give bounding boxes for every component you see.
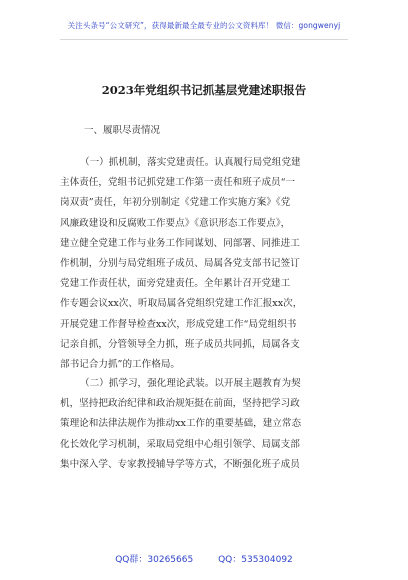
header-banner: 关注头条号“公文研究”，获得最新最全最专业的公文资料库！ 微信：gongwenyj xyxy=(67,21,341,30)
paragraph-line: 作专题会议xx次、听取局属各党组织党建工作汇报xx次， xyxy=(60,298,303,310)
paragraph-line: 开展党建工作督导检查xx次，形成党建工作“局党组织书 xyxy=(60,318,297,330)
footer-qq-group: QQ群：30265665 xyxy=(115,555,194,565)
paragraph-mechanism xyxy=(60,153,352,375)
footer-qq-number: QQ：535304092 xyxy=(218,555,293,565)
paragraph-line: （二）抓学习，强化理论武装。以开展主题教育为契 xyxy=(80,378,301,389)
footer-contact xyxy=(0,552,408,565)
paragraph-line: 化长效化学习机制，采取局党组中心组引领学、局属支部 xyxy=(60,438,300,450)
paragraph-line: 主体责任，党组书记抓党建工作第一责任和班子成员“一 xyxy=(60,177,296,189)
header-divider xyxy=(60,39,348,40)
paragraph-line: 作机制，分别与局党组班子成员、局属各党支部书记签订 xyxy=(60,257,300,269)
paragraph-line: 部书记合力抓”的工作格局。 xyxy=(60,358,181,370)
paragraph-line: 记亲自抓，分管领导全力抓，班子成员共同抓，局属各支 xyxy=(60,338,300,350)
paragraph-line: （一）抓机制，落实党建责任。认真履行局党组党建 xyxy=(80,157,301,168)
paragraph-line: 策理论和法律法规作为推动xx工作的重要基础，建立常态 xyxy=(60,418,302,430)
paragraph-line: 党建工作责任状，面旁党建责任。全年累计召开党建工 xyxy=(60,278,291,290)
paragraph-line: 集中深入学、专家教授辅导学等方式，不断强化班子成员 xyxy=(60,458,300,470)
document-title: 2023年党组织书记抓基层党建述职报告 xyxy=(101,83,307,97)
section-heading: 一、履职尽责情况 xyxy=(84,125,161,136)
paragraph-study xyxy=(60,374,352,475)
paragraph-line: 岗双责”责任，年初分别制定《党建工作实施方案》《党 xyxy=(60,197,291,209)
paragraph-line: 机，坚持把政治纪律和政治规矩挺在前面，坚持把学习政 xyxy=(60,398,300,410)
paragraph-line: 风廉政建设和反腐败工作要点》《意识形态工作要点》， xyxy=(60,217,291,229)
paragraph-line: 建立健全党建工作与业务工作同谋划、同部署、同推进工 xyxy=(60,237,300,249)
